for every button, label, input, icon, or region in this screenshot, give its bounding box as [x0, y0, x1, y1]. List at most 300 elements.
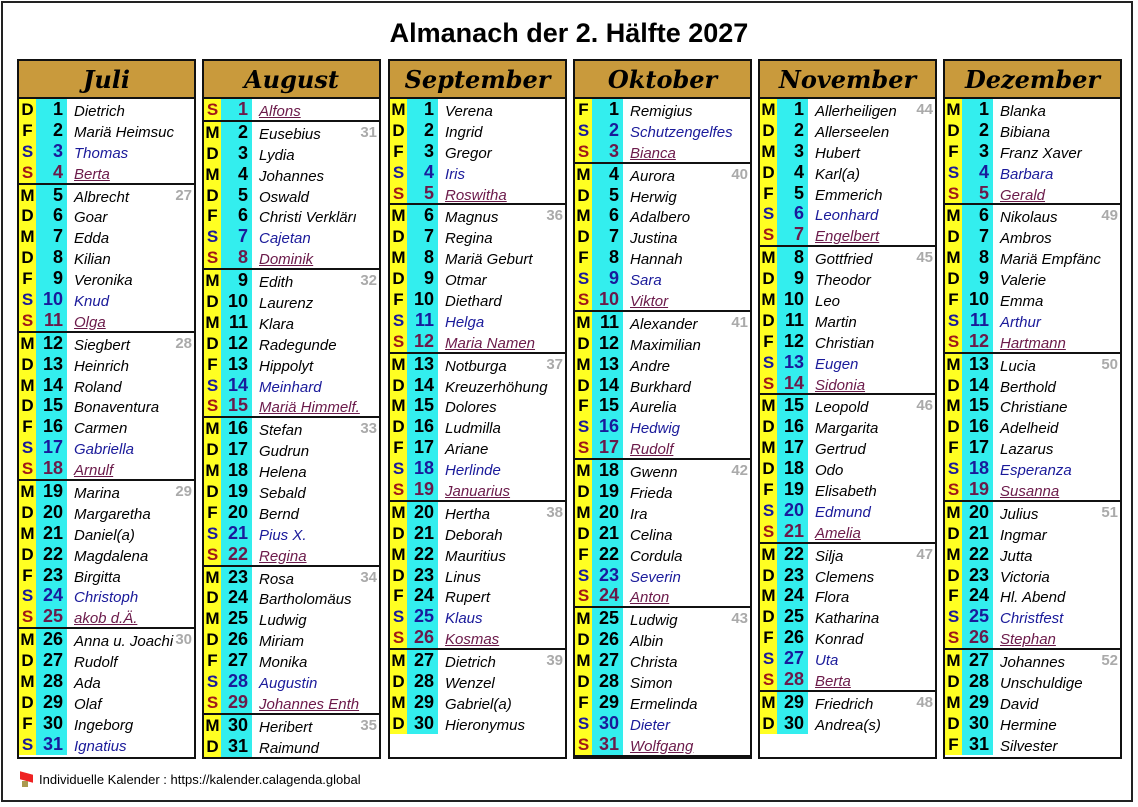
day-number: 13 — [962, 354, 993, 375]
weekday-letter: F — [575, 395, 592, 416]
name-day: Berthold — [1000, 378, 1056, 396]
day-number: 5 — [407, 183, 438, 204]
day-row — [760, 203, 935, 224]
weekday-letter: D — [945, 523, 962, 544]
weekday-letter: M — [205, 312, 220, 332]
day-number: 17 — [36, 437, 67, 458]
day-row — [19, 692, 194, 713]
week-number: 48 — [916, 693, 933, 711]
week-number: 27 — [175, 186, 192, 204]
name-day: Januarius — [445, 483, 511, 500]
weekday-letter: M — [205, 164, 220, 184]
name-day: Kreuzerhöhung — [445, 378, 548, 396]
name-day: Ira — [630, 505, 648, 523]
day-row — [390, 247, 565, 268]
day-number: 19 — [777, 479, 808, 500]
day-number: 14 — [592, 375, 623, 396]
name-day: Odo — [815, 462, 844, 480]
name-day: Berta — [74, 165, 110, 183]
day-row — [390, 183, 565, 206]
name-day: Gertrud — [815, 441, 866, 459]
day-number: 27 — [962, 650, 993, 671]
week-number: 33 — [360, 420, 377, 438]
weekday-letter: M — [391, 692, 406, 712]
weekday-letter: M — [946, 544, 961, 564]
day-number: 20 — [777, 500, 808, 521]
weekday-letter: S — [575, 141, 592, 162]
weekday-letter: F — [760, 627, 777, 648]
name-day: Roswitha — [445, 186, 507, 204]
day-number: 26 — [962, 627, 993, 648]
day-row — [390, 289, 565, 310]
day-row — [390, 606, 565, 627]
day-number: 27 — [36, 650, 67, 671]
day-number: 24 — [592, 585, 623, 606]
day-number: 12 — [962, 331, 993, 352]
day-number: 9 — [36, 268, 67, 289]
day-row — [19, 565, 194, 586]
weekday-letter: F — [945, 734, 962, 755]
weekday-letter: F — [575, 99, 592, 120]
name-day: Blanka — [1000, 103, 1046, 120]
day-row — [575, 312, 750, 333]
day-number: 23 — [592, 565, 623, 586]
weekday-letter: F — [19, 120, 36, 141]
day-number: 7 — [592, 226, 623, 247]
day-number: 29 — [962, 692, 993, 713]
name-day: Christian — [815, 334, 875, 352]
day-row — [204, 122, 379, 143]
day-number: 12 — [221, 333, 252, 354]
day-number: 13 — [592, 354, 623, 375]
day-number: 14 — [221, 375, 252, 396]
day-row — [19, 333, 194, 354]
day-number: 13 — [407, 354, 438, 375]
name-day: Birgitta — [74, 568, 121, 586]
name-day: Heinrich — [74, 357, 130, 375]
day-row — [760, 544, 935, 565]
weekday-letter: M — [205, 715, 220, 735]
day-row — [945, 99, 1120, 120]
weekday-letter: D — [390, 375, 407, 396]
name-day: Amelia — [815, 524, 861, 542]
day-number: 14 — [407, 375, 438, 396]
day-number: 1 — [221, 99, 252, 120]
day-number: 23 — [407, 565, 438, 586]
day-number: 13 — [777, 352, 808, 373]
day-row — [204, 354, 379, 375]
name-day: Diethard — [445, 293, 502, 310]
name-day: Dolores — [445, 399, 497, 417]
day-row — [760, 692, 935, 713]
day-row — [945, 226, 1120, 247]
name-day: Lydia — [259, 146, 295, 164]
weekday-letter: S — [945, 310, 962, 331]
name-day: Christiane — [1000, 399, 1068, 417]
day-row — [575, 268, 750, 289]
weekday-letter: D — [390, 226, 407, 247]
day-number: 18 — [777, 458, 808, 479]
day-row — [390, 692, 565, 713]
name-day: Bibiana — [1000, 123, 1051, 141]
day-row — [19, 606, 194, 629]
name-day: Viktor — [630, 293, 669, 310]
weekday-letter: M — [761, 438, 776, 458]
week-number: 52 — [1101, 652, 1118, 670]
name-day: Nikolaus — [1000, 209, 1058, 227]
weekday-letter: M — [20, 227, 35, 247]
day-number: 21 — [962, 523, 993, 544]
day-row — [945, 183, 1120, 206]
day-number: 1 — [407, 99, 438, 120]
day-row — [19, 289, 194, 310]
weekday-letter: F — [204, 354, 221, 375]
weekday-letter: M — [576, 206, 591, 226]
weekday-letter: M — [946, 248, 961, 268]
name-day: Hippolyt — [259, 357, 314, 375]
name-day: Edda — [74, 230, 110, 248]
name-day: Lucia — [1000, 357, 1036, 375]
weekday-letter: S — [390, 479, 407, 500]
weekday-letter: D — [760, 458, 777, 479]
name-day: Thomas — [74, 144, 129, 162]
day-row — [575, 523, 750, 544]
day-row — [945, 437, 1120, 458]
name-day: Helena — [259, 464, 307, 482]
day-number: 23 — [777, 565, 808, 586]
weekday-letter: D — [19, 99, 36, 120]
flag-icon — [20, 773, 33, 787]
day-number: 28 — [592, 671, 623, 692]
day-row — [575, 416, 750, 437]
name-day: Stephan — [1000, 631, 1056, 649]
day-row — [575, 437, 750, 460]
day-number: 29 — [407, 692, 438, 713]
day-row — [390, 671, 565, 692]
day-number: 25 — [777, 606, 808, 627]
name-day: Maximilian — [630, 336, 701, 354]
weekday-letter: D — [19, 544, 36, 565]
day-row — [760, 183, 935, 204]
day-number: 10 — [777, 289, 808, 310]
day-row — [390, 331, 565, 354]
name-day: Hl. Abend — [1000, 589, 1066, 607]
name-day: Alexander — [630, 315, 698, 333]
weekday-letter: M — [205, 567, 220, 587]
week-number: 45 — [916, 249, 933, 267]
day-number: 21 — [221, 523, 252, 544]
weekday-letter: F — [204, 205, 221, 226]
name-day: Olaf — [74, 695, 102, 713]
weekday-letter: M — [761, 100, 776, 119]
name-day: Aurora — [630, 167, 676, 185]
weekday-letter: S — [760, 648, 777, 669]
day-number: 6 — [962, 205, 993, 226]
day-number: 9 — [221, 270, 252, 291]
day-row — [945, 479, 1120, 502]
weekday-letter: D — [390, 523, 407, 544]
day-row — [575, 585, 750, 608]
day-number: 6 — [221, 205, 252, 226]
name-day: Iris — [445, 165, 465, 183]
day-row — [575, 354, 750, 375]
day-row — [945, 247, 1120, 268]
name-day: Eusebius — [259, 125, 321, 143]
weekday-letter: M — [205, 461, 220, 481]
weekday-letter: M — [761, 248, 776, 268]
day-row — [204, 226, 379, 247]
name-day: Heribert — [259, 718, 313, 736]
weekday-letter: S — [19, 289, 36, 310]
day-row — [19, 268, 194, 289]
weekday-letter: F — [945, 437, 962, 458]
day-number: 26 — [36, 629, 67, 650]
day-row — [390, 99, 565, 120]
weekday-letter: F — [945, 585, 962, 606]
weekday-letter: M — [761, 290, 776, 310]
day-row — [390, 375, 565, 396]
weekday-letter: S — [760, 500, 777, 521]
weekday-letter: F — [204, 502, 221, 523]
day-number: 24 — [221, 587, 252, 608]
name-day: Gottfried — [815, 251, 873, 269]
weekday-letter: D — [760, 606, 777, 627]
weekday-letter: D — [760, 268, 777, 289]
weekday-letter: F — [575, 692, 592, 713]
week-number: 34 — [360, 568, 377, 586]
day-row — [575, 164, 750, 185]
weekday-letter: M — [946, 354, 961, 374]
name-day: Margaretha — [74, 505, 151, 523]
weekday-letter: D — [575, 333, 592, 354]
weekday-letter: S — [19, 585, 36, 606]
weekday-letter: S — [760, 203, 777, 224]
name-day: Deborah — [445, 526, 503, 544]
day-number: 3 — [221, 143, 252, 164]
day-number: 29 — [777, 692, 808, 713]
day-row — [390, 585, 565, 606]
day-row — [945, 141, 1120, 162]
weekday-letter: M — [20, 630, 35, 650]
day-row — [390, 479, 565, 502]
weekday-letter: S — [760, 521, 777, 542]
weekday-letter: M — [20, 482, 35, 502]
day-row — [760, 521, 935, 544]
day-number: 4 — [407, 162, 438, 183]
day-row — [945, 671, 1120, 692]
day-number: 3 — [777, 141, 808, 162]
name-day: Unschuldige — [1000, 675, 1083, 692]
name-day: Stefan — [259, 422, 303, 440]
day-row — [390, 523, 565, 544]
day-number: 5 — [777, 183, 808, 204]
month-header: Juli — [19, 61, 194, 99]
day-number: 27 — [592, 650, 623, 671]
day-row — [575, 629, 750, 650]
day-number: 18 — [407, 458, 438, 479]
day-number: 11 — [221, 312, 252, 333]
name-day: Magdalena — [74, 547, 149, 565]
name-day: Bernd — [259, 505, 300, 523]
name-day: Uta — [815, 652, 839, 670]
name-day: Elisabeth — [815, 483, 877, 500]
name-day: Andre — [630, 357, 671, 375]
name-day: Clemens — [815, 568, 875, 586]
name-day: Margarita — [815, 420, 879, 438]
day-number: 11 — [592, 312, 623, 333]
day-row — [945, 310, 1120, 331]
day-number: 16 — [962, 416, 993, 437]
name-day: Arthur — [1000, 313, 1041, 331]
day-number: 28 — [221, 671, 252, 692]
day-row — [760, 648, 935, 669]
day-row — [575, 502, 750, 523]
day-row — [19, 375, 194, 396]
name-day: Gudrun — [259, 443, 310, 461]
name-day: Gabriella — [74, 441, 135, 459]
weekday-letter: S — [760, 224, 777, 245]
day-number: 15 — [592, 395, 623, 416]
weekday-letter: S — [19, 141, 36, 162]
month-header: Dezember — [945, 61, 1120, 99]
day-row — [760, 479, 935, 500]
day-row — [390, 437, 565, 458]
name-day: Veronika — [74, 272, 133, 290]
name-day: Rudolf — [630, 441, 674, 459]
day-number: 17 — [592, 437, 623, 458]
name-day: Valerie — [1000, 272, 1047, 290]
weekday-letter: M — [576, 502, 591, 522]
name-day: Christi Verklärı — [259, 209, 357, 227]
name-day: Mariä Heimsuc — [74, 123, 175, 141]
day-row — [575, 226, 750, 247]
week-number: 38 — [546, 503, 563, 521]
day-number: 18 — [36, 458, 67, 479]
day-number: 21 — [777, 521, 808, 542]
weekday-letter: D — [575, 523, 592, 544]
name-day: Ignatius — [74, 737, 127, 755]
day-row — [19, 416, 194, 437]
day-number: 9 — [407, 268, 438, 289]
name-day: Albrecht — [74, 188, 130, 206]
day-number: 10 — [407, 289, 438, 310]
footer-link[interactable]: Individuelle Kalender : https://kalender.calagenda.global — [39, 772, 361, 787]
name-day: Klaus — [445, 610, 483, 628]
day-row — [390, 354, 565, 375]
name-day: Sebald — [259, 485, 306, 502]
day-row — [760, 268, 935, 289]
day-number: 25 — [592, 608, 623, 629]
weekday-letter: F — [19, 268, 36, 289]
day-row — [19, 226, 194, 247]
weekday-letter: D — [19, 247, 36, 268]
name-day: Klara — [259, 315, 295, 333]
day-number: 24 — [777, 585, 808, 606]
weekday-letter: M — [576, 609, 591, 629]
week-number: 42 — [731, 462, 748, 480]
name-day: Mariä Geburt — [445, 251, 533, 269]
day-row — [945, 395, 1120, 416]
day-number: 12 — [592, 333, 623, 354]
weekday-letter: D — [760, 713, 777, 734]
name-day: Gwenn — [630, 464, 678, 482]
month-juli — [17, 59, 196, 759]
day-row — [945, 205, 1120, 226]
weekday-letter: D — [204, 587, 221, 608]
weekday-letter: M — [20, 672, 35, 692]
day-number: 31 — [592, 734, 623, 755]
name-day: Gregor — [445, 144, 492, 162]
day-row — [945, 565, 1120, 586]
day-row — [204, 270, 379, 291]
day-row — [760, 713, 935, 734]
day-number: 4 — [777, 162, 808, 183]
week-number: 30 — [175, 631, 192, 649]
weekday-letter: S — [204, 99, 221, 120]
day-number: 6 — [777, 203, 808, 224]
week-number: 28 — [175, 334, 192, 352]
weekday-letter: M — [576, 164, 591, 184]
week-number: 40 — [731, 165, 748, 183]
day-number: 6 — [36, 205, 67, 226]
name-day: Aurelia — [630, 399, 677, 417]
day-number: 8 — [221, 247, 252, 268]
weekday-letter: D — [390, 268, 407, 289]
day-number: 31 — [36, 734, 67, 755]
day-number: 24 — [962, 585, 993, 606]
name-day: Leonhard — [815, 207, 879, 225]
weekday-letter: M — [391, 502, 406, 522]
weekday-letter: D — [760, 310, 777, 331]
week-number: 49 — [1101, 207, 1118, 225]
day-row — [204, 523, 379, 544]
day-number: 30 — [221, 715, 252, 736]
weekday-letter: S — [945, 479, 962, 500]
name-day: Maria Namen — [445, 334, 536, 352]
weekday-letter: D — [575, 629, 592, 650]
name-day: Raimund — [259, 739, 320, 757]
day-row — [19, 671, 194, 692]
day-number: 1 — [592, 99, 623, 120]
day-row — [760, 437, 935, 458]
weekday-letter: F — [760, 183, 777, 204]
day-row — [19, 734, 194, 755]
weekday-letter: M — [761, 692, 776, 712]
weekday-letter: S — [204, 523, 221, 544]
name-day: Goar — [74, 209, 108, 227]
day-row — [945, 268, 1120, 289]
day-number: 11 — [36, 310, 67, 331]
name-day: Dietrich — [445, 654, 496, 672]
day-number: 5 — [592, 185, 623, 206]
name-day: Theodor — [815, 272, 871, 290]
name-day: Christa — [630, 654, 678, 672]
name-day: Johannes Enth — [259, 695, 360, 713]
day-number: 24 — [407, 585, 438, 606]
day-row — [575, 481, 750, 502]
day-row — [19, 523, 194, 544]
day-row — [204, 502, 379, 523]
month-september — [388, 59, 567, 759]
day-row — [760, 99, 935, 120]
day-row — [575, 247, 750, 268]
day-number: 23 — [962, 565, 993, 586]
day-row — [19, 99, 194, 120]
name-day: Ada — [74, 675, 101, 692]
weekday-letter: S — [19, 606, 36, 627]
weekday-letter: S — [575, 585, 592, 606]
day-row — [575, 608, 750, 629]
